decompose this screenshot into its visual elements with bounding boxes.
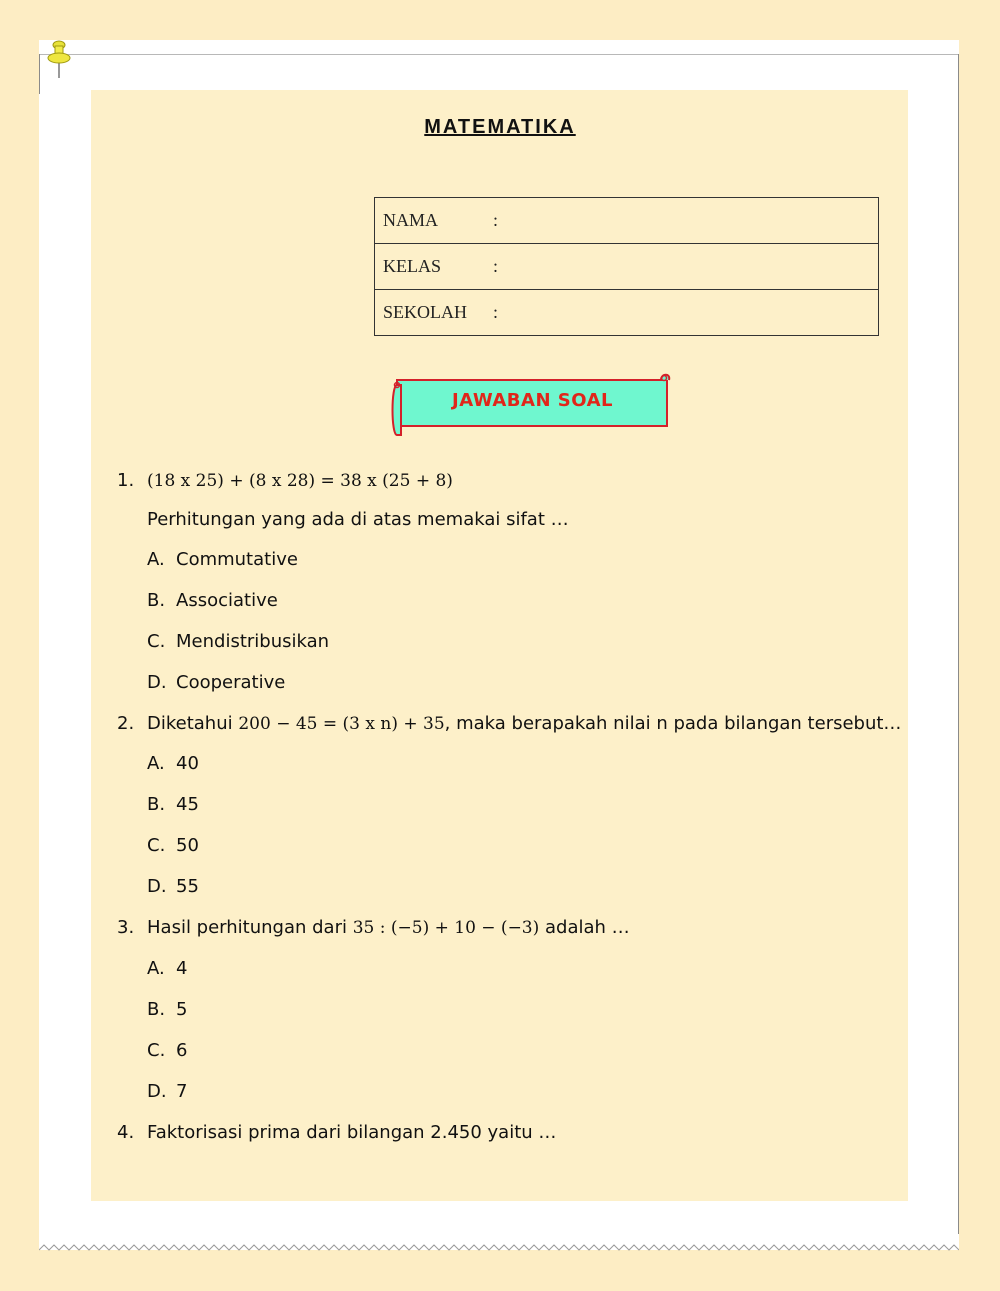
option-1a[interactable]: [147, 549, 298, 570]
option-text: 4: [176, 958, 188, 979]
info-label: NAMA: [375, 198, 484, 244]
option-3d[interactable]: [147, 1081, 187, 1102]
paper-top-border: [39, 54, 959, 55]
option-text: 5: [176, 999, 188, 1020]
option-2b[interactable]: [147, 794, 199, 815]
option-2c[interactable]: [147, 835, 199, 856]
option-1c[interactable]: [147, 631, 329, 652]
question-text: Hasil perhitungan dari: [147, 917, 353, 938]
info-row-nama: [375, 198, 879, 244]
info-label: SEKOLAH: [375, 290, 484, 336]
page-title: MATEMATIKA: [424, 116, 576, 138]
option-text: 45: [176, 794, 199, 815]
option-text: Cooperative: [176, 672, 286, 693]
option-1d[interactable]: [147, 672, 285, 693]
option-letter: B.: [147, 590, 166, 611]
option-3a[interactable]: [147, 958, 187, 979]
option-letter: A.: [147, 753, 165, 774]
option-letter: C.: [147, 1040, 166, 1061]
info-field[interactable]: :: [483, 198, 879, 244]
paper-left-border: [39, 54, 40, 94]
question-3: [117, 917, 630, 938]
option-letter: B.: [147, 999, 166, 1020]
question-text: adalah …: [539, 917, 630, 938]
question-text: Faktorisasi prima dari bilangan 2.450 yaitu …: [147, 1122, 557, 1143]
option-text: 7: [176, 1081, 188, 1102]
question-math: 35 : (−5) + 10 − (−3): [352, 918, 540, 938]
pushpin-icon: [46, 40, 72, 80]
option-letter: D.: [147, 1081, 167, 1102]
question-text: , maka berapakah nilai n pada bilangan tersebut…: [444, 713, 902, 734]
student-info-table: [374, 197, 879, 336]
info-label: KELAS: [375, 244, 484, 290]
option-text: Associative: [176, 590, 278, 611]
option-2d[interactable]: [147, 876, 199, 897]
option-text: 6: [176, 1040, 188, 1061]
question-number: 3.: [117, 917, 135, 938]
option-letter: D.: [147, 672, 167, 693]
option-letter: B.: [147, 794, 166, 815]
option-3b[interactable]: [147, 999, 187, 1020]
option-2a[interactable]: [147, 753, 199, 774]
question-1-text: Perhitungan yang ada di atas memakai sifat …: [147, 509, 569, 530]
info-row-kelas: [375, 244, 879, 290]
paper-right-border: [958, 54, 959, 1234]
info-row-sekolah: [375, 290, 879, 336]
option-text: 55: [176, 876, 199, 897]
option-letter: C.: [147, 835, 166, 856]
question-number: 4.: [117, 1122, 135, 1143]
question-4: [117, 1122, 556, 1143]
option-3c[interactable]: [147, 1040, 187, 1061]
info-field[interactable]: :: [483, 244, 879, 290]
option-letter: A.: [147, 549, 165, 570]
question-number: 2.: [117, 713, 135, 734]
option-text: 40: [176, 753, 199, 774]
question-math: 200 − 45 = (3 x n) + 35: [238, 714, 445, 734]
option-letter: D.: [147, 876, 167, 897]
banner-title: JAWABAN SOAL: [452, 390, 613, 411]
option-letter: C.: [147, 631, 166, 652]
torn-edge: [39, 1242, 959, 1252]
question-2: [117, 713, 901, 734]
question-math: (18 x 25) + (8 x 28) = 38 x (25 + 8): [147, 471, 453, 491]
question-1: [117, 470, 453, 491]
option-letter: A.: [147, 958, 165, 979]
option-1b[interactable]: [147, 590, 278, 611]
option-text: 50: [176, 835, 199, 856]
question-text: Diketahui: [147, 713, 239, 734]
option-text: Commutative: [176, 549, 298, 570]
question-number: 1.: [117, 470, 135, 491]
info-field[interactable]: :: [483, 290, 879, 336]
option-text: Mendistribusikan: [176, 631, 330, 652]
